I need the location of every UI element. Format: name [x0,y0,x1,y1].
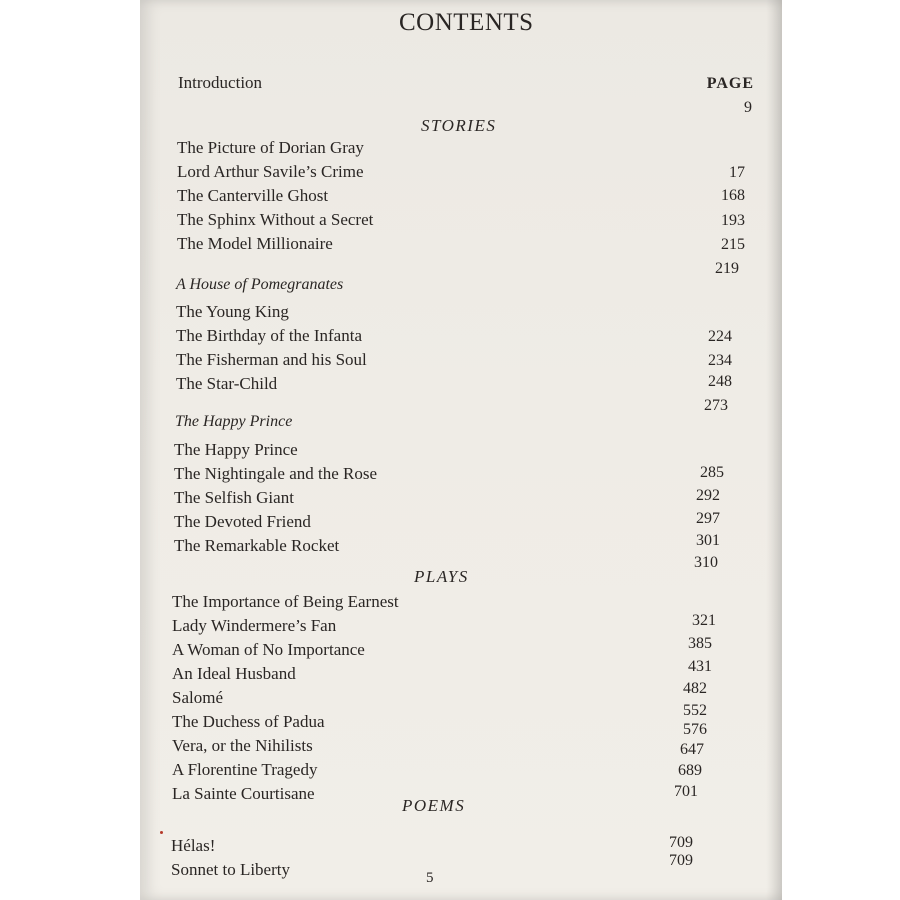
contents-page-number: 224 [708,328,732,345]
contents-page-number: 17 [729,164,745,181]
contents-page-number: 292 [696,487,720,504]
subsection-heading-pomegranates: A House of Pomegranates [176,276,344,293]
contents-entry: The Picture of Dorian Gray [177,138,364,157]
contents-page-number: 701 [674,783,698,800]
ink-mark [160,831,163,834]
page-folio: 5 [426,870,434,886]
contents-entry: The Canterville Ghost [177,186,329,205]
section-heading-poems: POEMS [402,796,466,815]
contents-entry: Sonnet to Liberty [171,860,290,879]
contents-entry: Hélas! [171,836,216,855]
introduction-page: 9 [744,99,752,116]
contents-page-number: 285 [700,464,724,481]
contents-entry: The Young King [176,302,289,321]
contents-entry: The Fisherman and his Soul [176,350,367,369]
contents-page-number: 709 [669,852,693,869]
subsection-heading-happy-prince: The Happy Prince [175,413,293,430]
contents-page-number: 248 [708,373,732,390]
contents-page-number: 647 [680,741,704,758]
section-heading-plays: PLAYS [414,567,469,586]
contents-page-number: 297 [696,510,720,527]
section-heading-stories: STORIES [421,116,497,135]
contents-entry: The Happy Prince [174,440,298,459]
contents-entry: The Remarkable Rocket [174,536,340,555]
introduction-title: Introduction [178,73,263,92]
contents-page-number: 321 [692,612,716,629]
contents-page-number: 552 [683,702,707,719]
contents-page-number: 482 [683,680,707,697]
contents-entry: A Florentine Tragedy [172,760,318,779]
contents-entry: The Selfish Giant [174,488,294,507]
contents-entry: The Sphinx Without a Secret [177,210,374,229]
contents-entry: Lady Windermere’s Fan [172,616,337,635]
contents-entry: The Nightingale and the Rose [174,464,378,483]
contents-entry: The Star-Child [176,374,278,393]
page-title: CONTENTS [399,9,534,36]
contents-page-number: 301 [696,532,720,549]
contents-entry: The Birthday of the Infanta [176,326,362,345]
contents-entry: An Ideal Husband [172,664,296,683]
page-column-heading: PAGE [706,75,754,92]
contents-entry: Vera, or the Nihilists [172,736,313,755]
contents-page-number: 310 [694,554,718,571]
contents-entry: The Model Millionaire [177,234,333,253]
contents-entry: Salomé [172,688,223,707]
contents-page-number: 273 [704,397,728,414]
contents-entry: Lord Arthur Savile’s Crime [177,162,364,181]
contents-entry: The Duchess of Padua [172,712,325,731]
contents-page-number: 193 [721,212,745,229]
contents-entry: La Sainte Courtisane [172,784,315,803]
contents-page-number: 385 [688,635,712,652]
contents-entry: The Importance of Being Earnest [172,592,399,611]
book-page [140,0,782,900]
contents-entry: A Woman of No Importance [172,640,365,659]
contents-page-number: 431 [688,658,712,675]
contents-page-number: 234 [708,352,732,369]
contents-page-number: 576 [683,721,707,738]
contents-page-number: 709 [669,834,693,851]
contents-page-number: 219 [715,260,739,277]
contents-page-number: 168 [721,187,745,204]
contents-page-number: 215 [721,236,745,253]
contents-entry: The Devoted Friend [174,512,311,531]
contents-page-number: 689 [678,762,702,779]
